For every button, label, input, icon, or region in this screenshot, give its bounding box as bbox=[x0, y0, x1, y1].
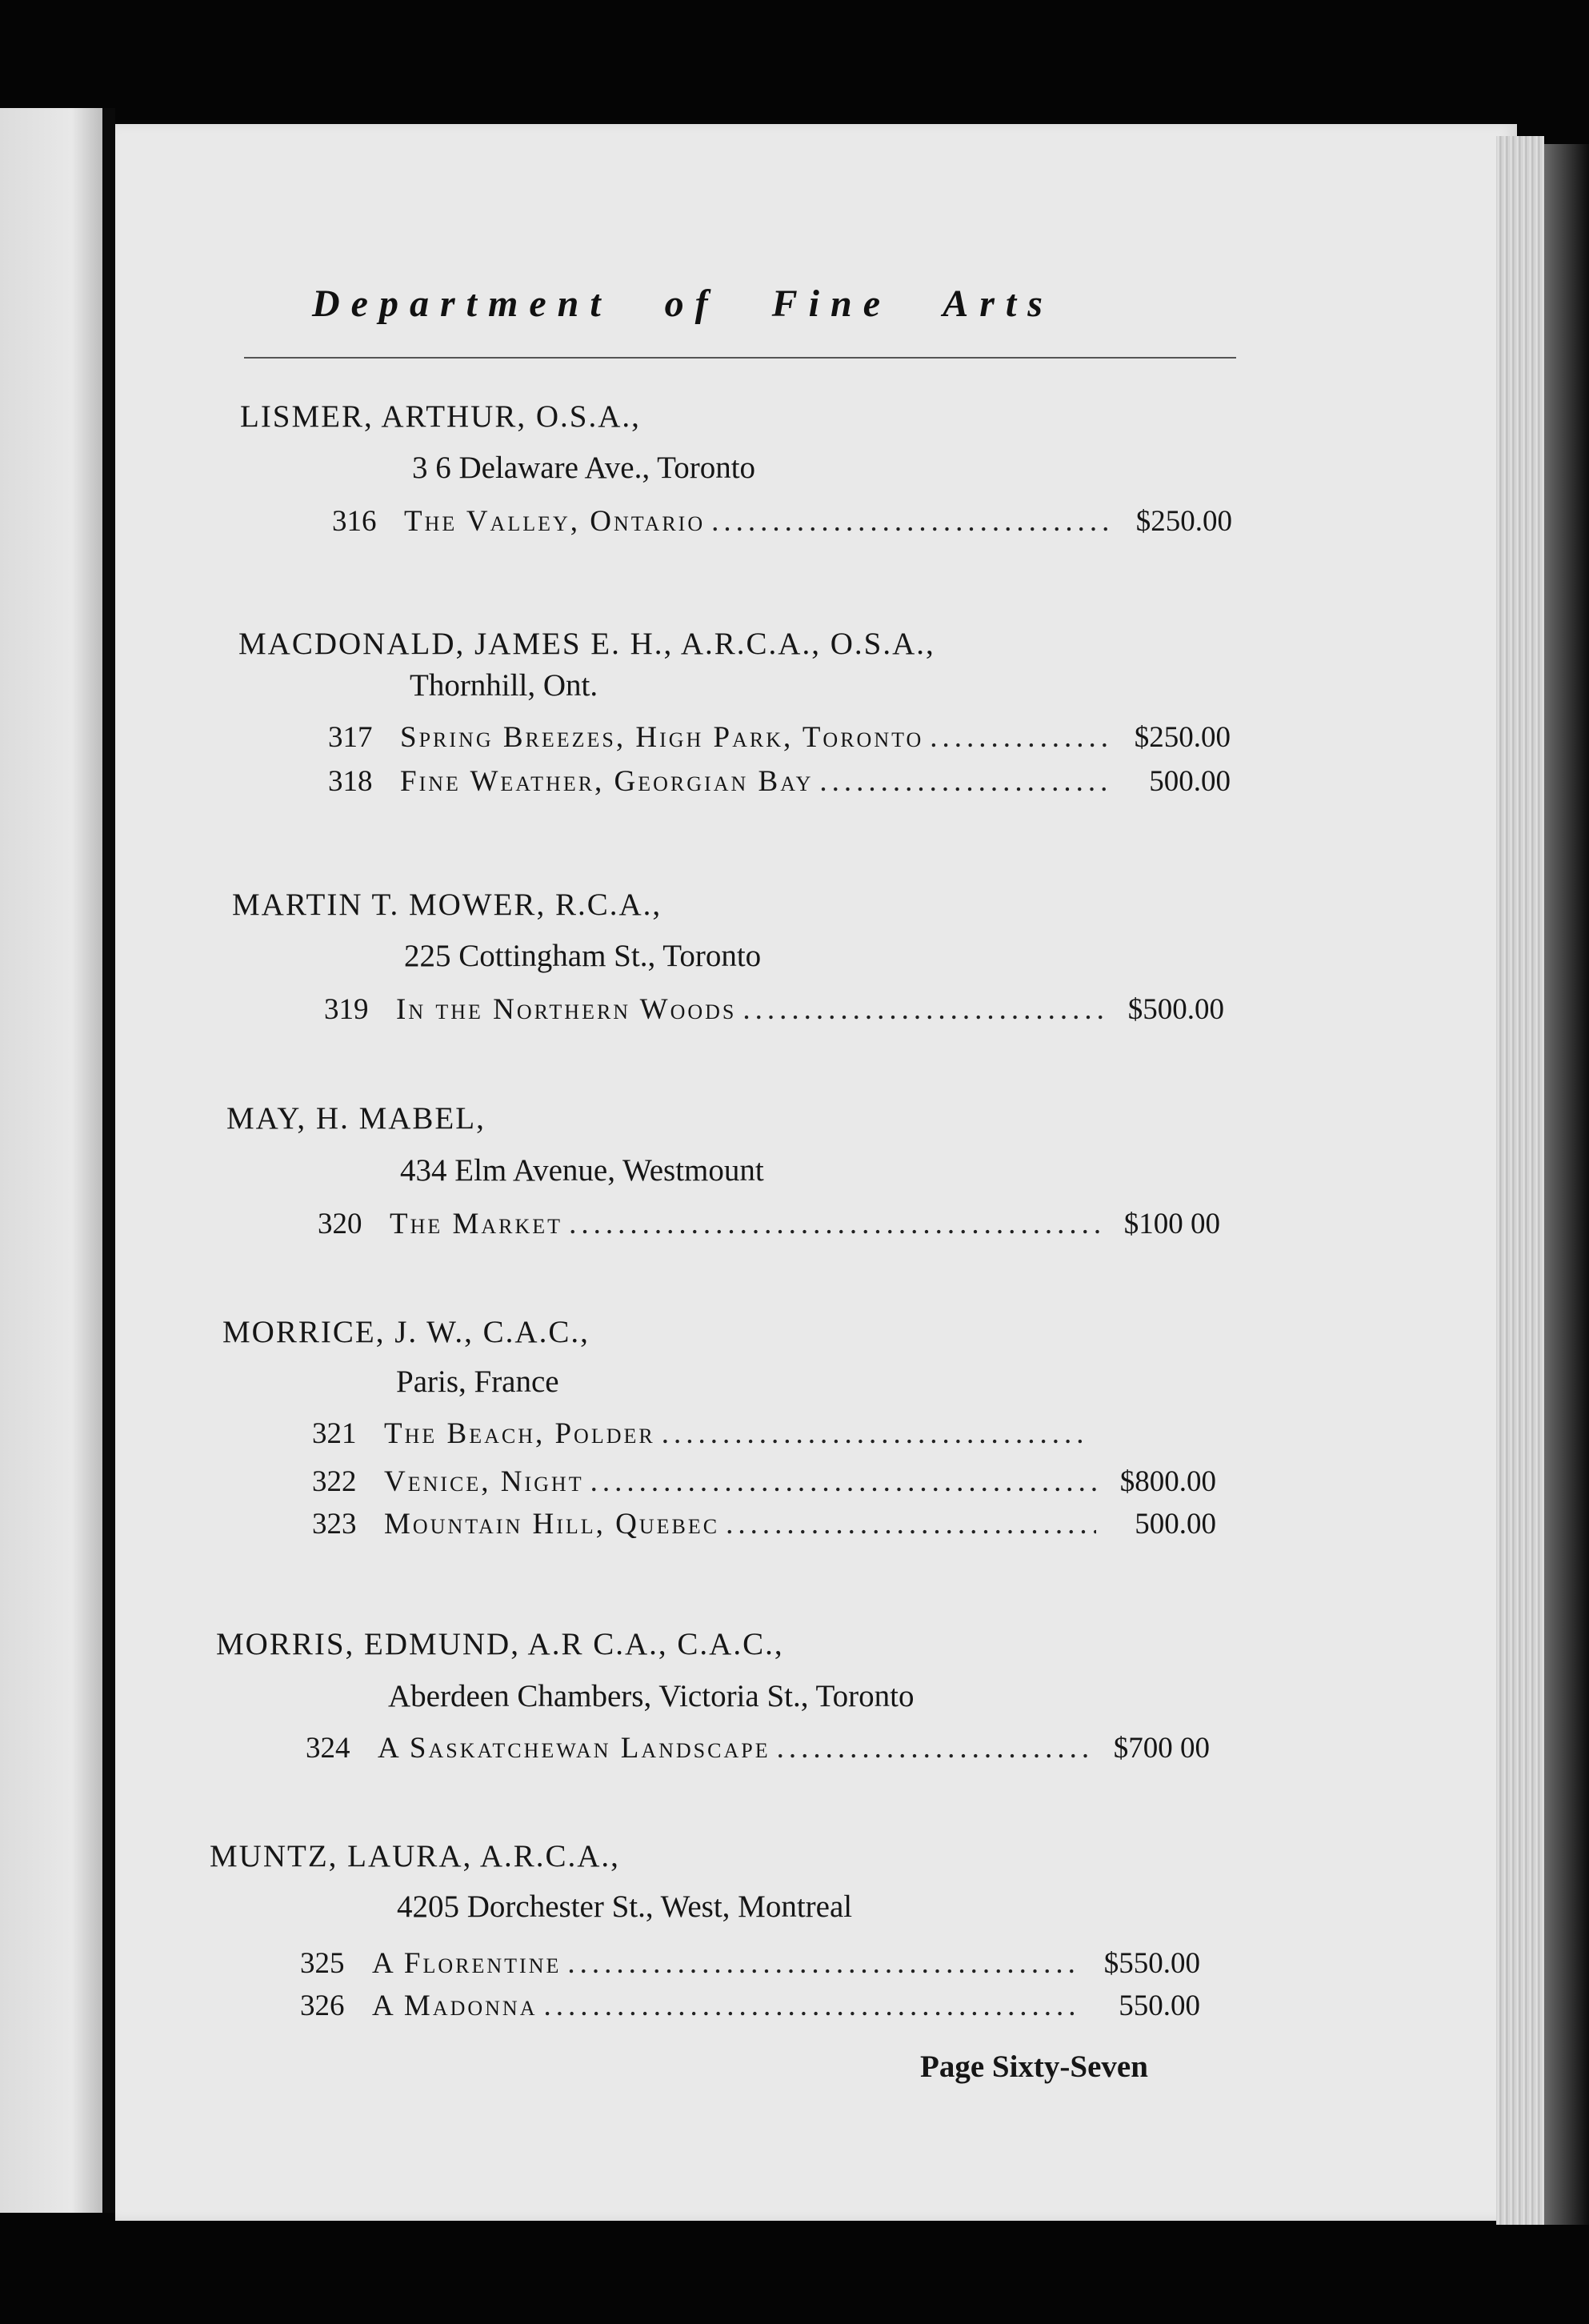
leader-dots bbox=[584, 1465, 1096, 1499]
book-spine bbox=[102, 108, 115, 2213]
work-price: 500.00 bbox=[1135, 1508, 1216, 1541]
leader-dots bbox=[736, 992, 1104, 1027]
work-title: A Madonna bbox=[372, 1989, 538, 2022]
leader-dots bbox=[923, 720, 1111, 755]
work-title: In the Northern Woods bbox=[396, 993, 737, 1026]
work-number: 323 bbox=[312, 1508, 357, 1541]
facing-page-edge bbox=[0, 108, 102, 2213]
artist-entry-morris bbox=[216, 1626, 784, 1662]
work-number: 324 bbox=[306, 1732, 350, 1765]
work-row bbox=[312, 1465, 1216, 1499]
work-number: 326 bbox=[300, 1989, 345, 2022]
artist-entry-martin bbox=[232, 887, 662, 923]
leader-dots bbox=[562, 1207, 1100, 1241]
work-price: $500.00 bbox=[1127, 993, 1224, 1026]
work-title: The Market bbox=[390, 1208, 563, 1240]
work-price: $700 00 bbox=[1113, 1732, 1210, 1765]
artist-name: MACDONALD, JAMES E. H., A.R.C.A., O.S.A., bbox=[238, 627, 935, 661]
artist-address: Paris, France bbox=[396, 1364, 559, 1399]
work-price: $550.00 bbox=[1103, 1947, 1200, 1980]
leader-dots bbox=[561, 1946, 1080, 1981]
artist-name: MORRICE, J. W., C.A.C., bbox=[222, 1315, 590, 1349]
leader-dots bbox=[719, 1507, 1096, 1541]
work-row bbox=[312, 1416, 1088, 1451]
artist-name: MARTIN T. MOWER, R.C.A., bbox=[232, 888, 662, 922]
artist-entry-morrice bbox=[222, 1314, 590, 1350]
artist-entry-lismer bbox=[240, 399, 641, 435]
work-row bbox=[300, 1946, 1200, 1981]
work-title: Spring Breezes, High Park, Toronto bbox=[400, 721, 924, 754]
work-title: A Saskatchewan Landscape bbox=[378, 1732, 770, 1765]
page-header: Department of Fine Arts bbox=[312, 282, 1054, 325]
work-price: 500.00 bbox=[1149, 765, 1231, 798]
artist-address: Aberdeen Chambers, Victoria St., Toronto bbox=[388, 1679, 915, 1713]
page-number: Page Sixty-Seven bbox=[920, 2050, 1148, 2084]
work-number: 321 bbox=[312, 1417, 357, 1450]
work-row bbox=[312, 1507, 1216, 1541]
work-number: 322 bbox=[312, 1465, 357, 1498]
work-price: 550.00 bbox=[1119, 1989, 1200, 2022]
work-number: 317 bbox=[328, 721, 373, 754]
artist-address: 434 Elm Avenue, Westmount bbox=[400, 1153, 764, 1188]
work-title: The Beach, Polder bbox=[384, 1417, 655, 1450]
artist-entry-may bbox=[226, 1100, 486, 1136]
artist-address: 4205 Dorchester St., West, Montreal bbox=[397, 1889, 853, 1924]
leader-dots bbox=[538, 1989, 1081, 2023]
work-row bbox=[332, 504, 1232, 539]
work-row bbox=[306, 1731, 1210, 1765]
artist-name: MAY, H. MABEL, bbox=[226, 1101, 486, 1136]
work-number: 320 bbox=[318, 1208, 362, 1240]
artist-address: Thornhill, Ont. bbox=[410, 668, 598, 703]
work-title: Venice, Night bbox=[384, 1465, 584, 1498]
leader-dots bbox=[655, 1416, 1088, 1451]
work-number: 316 bbox=[332, 505, 377, 538]
leader-dots bbox=[813, 764, 1111, 799]
header-rule bbox=[244, 357, 1236, 359]
page-stack-edge bbox=[1496, 136, 1544, 2225]
work-row bbox=[318, 1207, 1220, 1241]
work-price: $100 00 bbox=[1123, 1208, 1220, 1240]
artist-entry-macdonald bbox=[238, 626, 935, 662]
work-number: 319 bbox=[324, 993, 369, 1026]
work-row bbox=[328, 764, 1231, 799]
work-number: 318 bbox=[328, 765, 373, 798]
leader-dots bbox=[770, 1731, 1090, 1765]
work-price: $250.00 bbox=[1135, 505, 1232, 538]
work-title: A Florentine bbox=[372, 1947, 562, 1980]
artist-address: 3 6 Delaware Ave., Toronto bbox=[412, 451, 756, 485]
leader-dots bbox=[705, 504, 1112, 539]
artist-address: 225 Cottingham St., Toronto bbox=[404, 939, 762, 973]
work-row bbox=[300, 1989, 1200, 2023]
artist-name: LISMER, ARTHUR, O.S.A., bbox=[240, 399, 641, 434]
work-title: Fine Weather, Georgian Bay bbox=[400, 765, 814, 798]
work-row bbox=[328, 720, 1231, 755]
artist-entry-muntz bbox=[210, 1838, 620, 1874]
work-number: 325 bbox=[300, 1947, 345, 1980]
work-row bbox=[324, 992, 1224, 1027]
work-price: $250.00 bbox=[1134, 721, 1231, 754]
artist-name: MUNTZ, LAURA, A.R.C.A., bbox=[210, 1839, 620, 1873]
work-price: $800.00 bbox=[1119, 1465, 1216, 1498]
page-shadow bbox=[1544, 144, 1589, 2225]
artist-name: MORRIS, EDMUND, A.R C.A., C.A.C., bbox=[216, 1627, 784, 1661]
work-title: Mountain Hill, Quebec bbox=[384, 1508, 720, 1541]
work-title: The Valley, Ontario bbox=[404, 505, 706, 538]
